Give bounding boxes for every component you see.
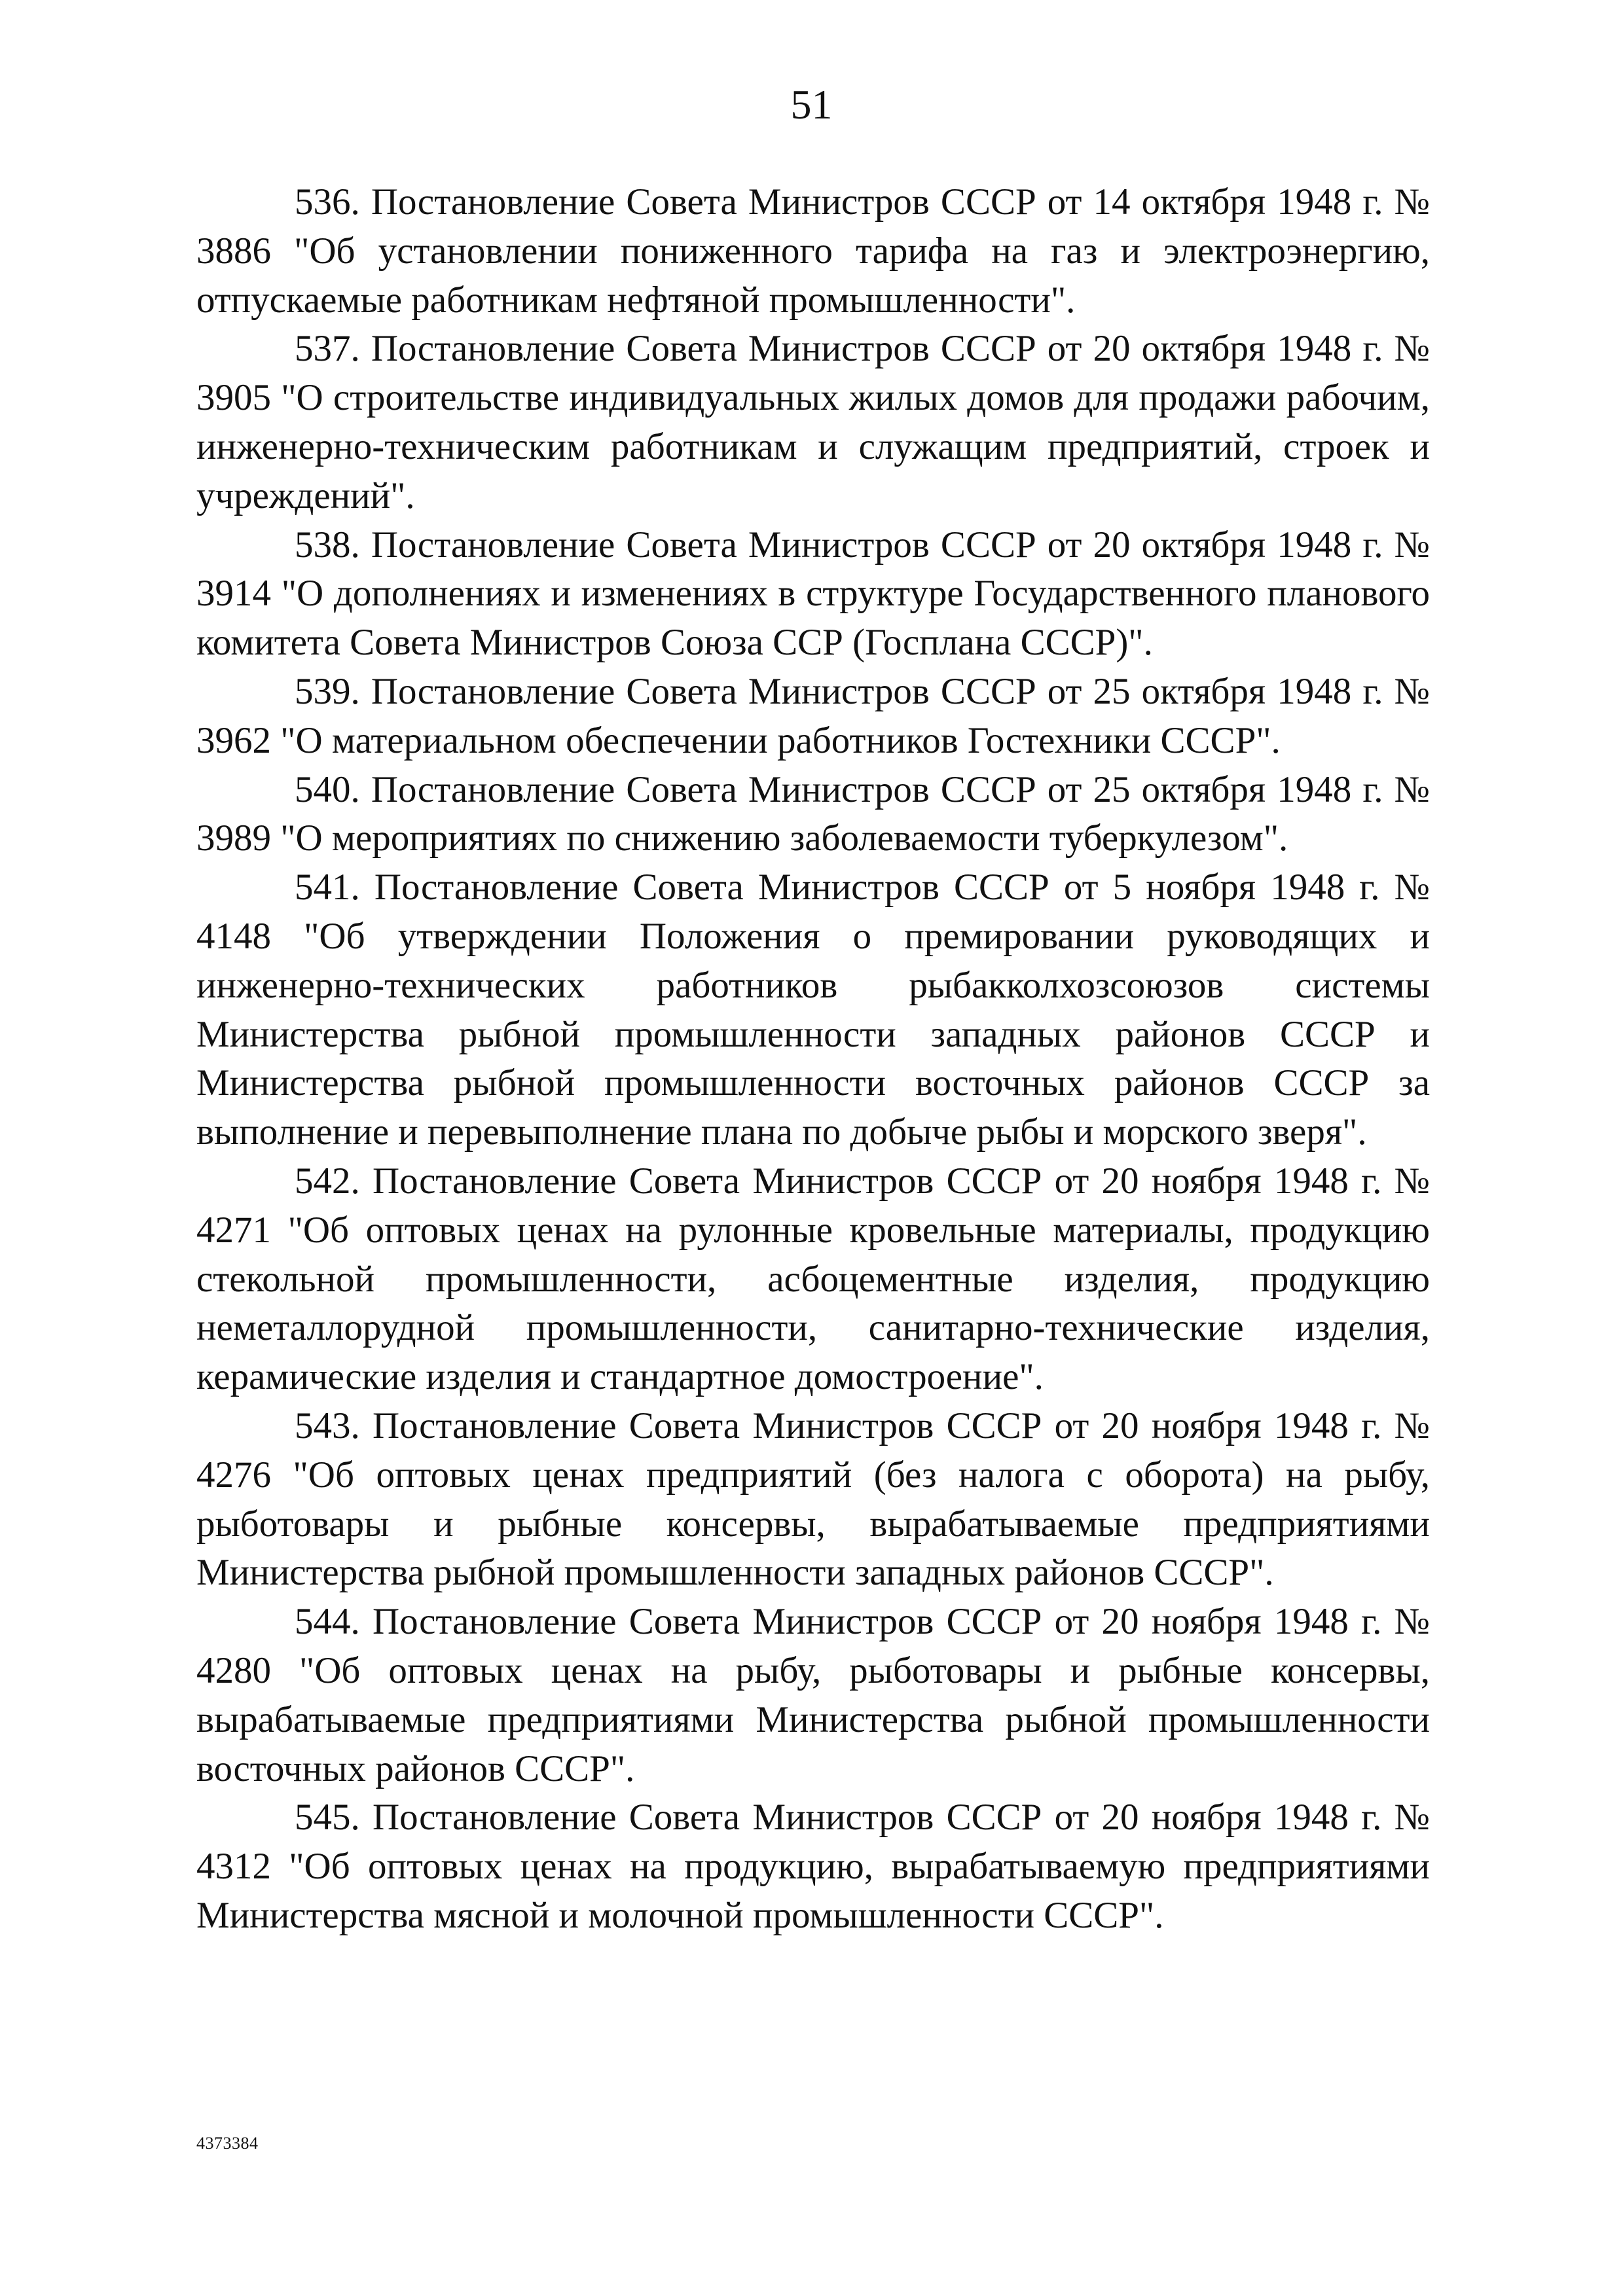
list-item-538 bbox=[196, 521, 1430, 668]
entry-heading: Постановление Совета Министров СССР от 20 ноября 1948 г. bbox=[373, 1160, 1382, 1202]
entry-body: № 3962 "О материальном обеспечении работников Гостехники СССР". bbox=[196, 670, 1431, 761]
entry-body: № 4271 "Об оптовых ценах на рулонные кровельные материалы, продукцию стекольной промышленности, асбоцементные изделия, продукцию неметаллорудной промышленности, санитарно-технические изделия, керамические изделия и стандартное домостроение". bbox=[196, 1160, 1431, 1398]
entry-number: 542. bbox=[295, 1160, 360, 1202]
resolution-list bbox=[196, 178, 1430, 1941]
entry-heading: Постановление Совета Министров СССР от 14 октября 1948 г. bbox=[371, 181, 1383, 223]
entry-body: № 3886 "Об установлении пониженного тарифа на газ и электроэнергию, отпускаемые работникам нефтяной промышленности". bbox=[196, 181, 1431, 321]
entry-body: № 4312 "Об оптовых ценах на продукцию, вырабатываемую предприятиями Министерства мясной и молочной промышленности СССР". bbox=[196, 1797, 1431, 1936]
entry-number: 539. bbox=[295, 670, 360, 712]
list-item-536 bbox=[196, 178, 1430, 325]
entry-heading: Постановление Совета Министров СССР от 5 ноября 1948 г. bbox=[374, 867, 1380, 908]
entry-heading: Постановление Совета Министров СССР от 20 октября 1948 г. bbox=[371, 328, 1383, 370]
list-item-543 bbox=[196, 1402, 1430, 1598]
entry-body: № 3905 "О строительстве индивидуальных жилых домов для продажи рабочим, инженерно-техническим работникам и служащим предприятий, строек и учреждений". bbox=[196, 328, 1431, 516]
list-item-541 bbox=[196, 863, 1430, 1157]
entry-body: № 3989 "О мероприятиях по снижению заболеваемости туберкулезом". bbox=[196, 768, 1431, 859]
entry-number: 541. bbox=[295, 867, 360, 908]
document-code: 4373384 bbox=[196, 2134, 259, 2153]
entry-body: № 3914 "О дополнениях и изменениях в структуре Государственного планового комитета Совета Министров Союза ССР (Госплана СССР)". bbox=[196, 524, 1431, 664]
entry-number: 545. bbox=[295, 1797, 360, 1839]
entry-body: № 4280 "Об оптовых ценах на рыбу, рыботовары и рыбные консервы, вырабатываемые предприятиями Министерства рыбной промышленности восточных районов СССР". bbox=[196, 1601, 1431, 1789]
page-number: 51 bbox=[790, 81, 833, 128]
list-item-542 bbox=[196, 1157, 1430, 1402]
entry-body: № 4276 "Об оптовых ценах предприятий (без налога с оборота) на рыбу, рыботовары и рыбные консервы, вырабатываемые предприятиями Министерства рыбной промышленности западных районов СССР". bbox=[196, 1405, 1431, 1594]
list-item-539 bbox=[196, 668, 1430, 766]
entry-number: 538. bbox=[295, 524, 360, 565]
entry-number: 544. bbox=[295, 1601, 360, 1643]
entry-heading: Постановление Совета Министров СССР от 25 октября 1948 г. bbox=[371, 768, 1383, 810]
entry-heading: Постановление Совета Министров СССР от 20 ноября 1948 г. bbox=[373, 1601, 1382, 1643]
entry-number: 537. bbox=[295, 328, 360, 370]
list-item-544 bbox=[196, 1598, 1430, 1793]
entry-heading: Постановление Совета Министров СССР от 20 октября 1948 г. bbox=[371, 524, 1383, 565]
list-item-540 bbox=[196, 766, 1430, 864]
entry-heading: Постановление Совета Министров СССР от 25 октября 1948 г. bbox=[371, 670, 1383, 712]
entry-number: 536. bbox=[295, 181, 360, 223]
entry-heading: Постановление Совета Министров СССР от 20 ноября 1948 г. bbox=[373, 1405, 1382, 1446]
entry-number: 540. bbox=[295, 768, 360, 810]
list-item-537 bbox=[196, 325, 1430, 520]
entry-heading: Постановление Совета Министров СССР от 20 ноября 1948 г. bbox=[373, 1797, 1382, 1839]
list-item-545 bbox=[196, 1793, 1430, 1940]
entry-body: № 4148 "Об утверждении Положения о премировании руководящих и инженерно-технических работников рыбакколхозсоюзов системы Министерства рыбной промышленности западных районов СССР и Министерства рыбной промышленности восточных районов СССР за выполнение и перевыполнение плана по добыче рыбы и морского зверя". bbox=[196, 867, 1430, 1153]
entry-number: 543. bbox=[295, 1405, 360, 1446]
